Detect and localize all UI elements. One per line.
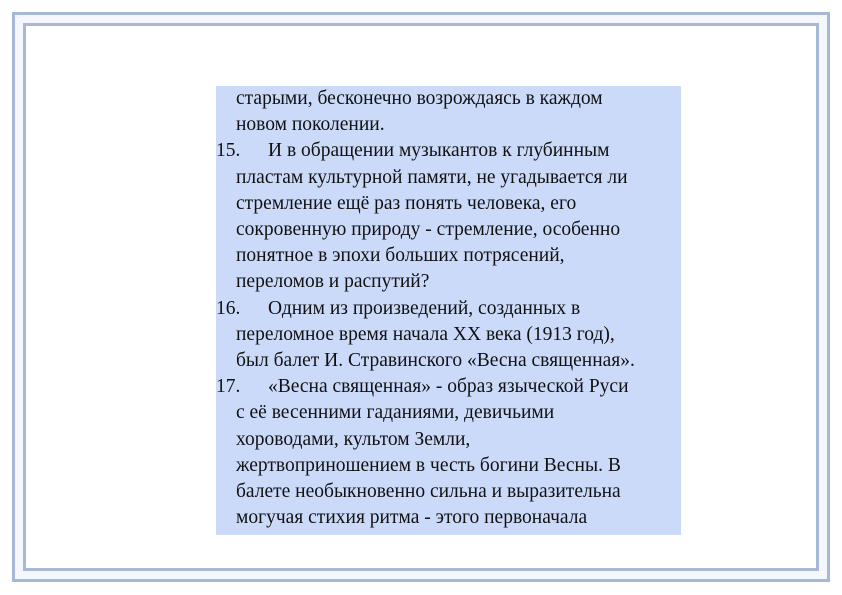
text-line: Одним из произведений, созданных в [268, 297, 581, 319]
paragraph-first-line [216, 374, 681, 400]
paragraph-continuation [216, 86, 681, 138]
text-line: стремление ещё раз понять человека, его [236, 192, 577, 214]
paragraph-first-line [216, 138, 681, 164]
text-line: «Весна священная» - образ языческой Руси [268, 376, 629, 398]
text-line: новом поколении. [236, 114, 385, 136]
paragraph-number: 15. [216, 140, 241, 162]
slide-text-box [216, 86, 681, 535]
text-line: жертвоприношением в честь богини Весны. В [236, 454, 621, 476]
paragraph-number: 17. [216, 376, 241, 398]
text-line: с её весенними гаданиями, девичьими [236, 402, 555, 424]
paragraph-17 [216, 374, 681, 531]
text-line: могучая стихия ритма - этого первоначала [236, 507, 588, 529]
text-line: переломное время начала XX века (1913 год), [236, 323, 615, 345]
text-line: хороводами, культом Земли, [236, 428, 471, 450]
text-line: старыми, бесконечно возрождаясь в каждом [236, 88, 603, 109]
text-line: переломов и распутий? [236, 271, 430, 293]
paragraph-16 [216, 296, 681, 375]
paragraph-15 [216, 138, 681, 295]
text-line: был балет И. Стравинского «Весна священная». [236, 350, 635, 371]
text-line: понятное в эпохи больших потрясений, [236, 245, 565, 267]
paragraph-number: 16. [216, 297, 241, 319]
text-line: И в обращении музыкантов к глубинным [268, 140, 610, 162]
text-line: пластам культурной памяти, не угадывается ли [236, 166, 628, 188]
text-line: балете необыкновенно сильна и выразительна [236, 481, 621, 502]
paragraph-first-line [216, 296, 681, 322]
text-line: сокровенную природу - стремление, особенно [236, 219, 621, 240]
